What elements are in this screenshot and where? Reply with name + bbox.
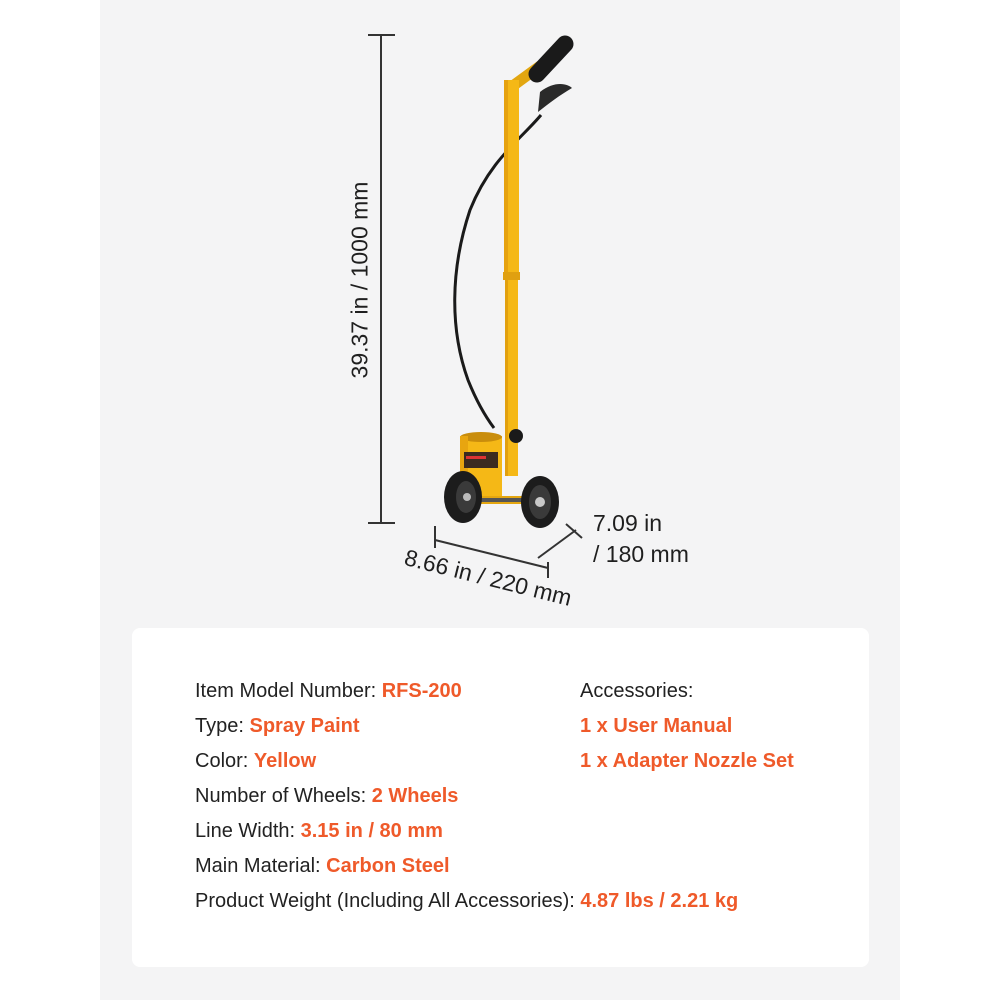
spec-value: Spray Paint	[249, 715, 360, 737]
depth-dimension-line	[538, 524, 582, 558]
spec-label: Line Width:	[195, 820, 296, 842]
left-wheel	[444, 471, 482, 523]
handle-grip-icon	[537, 44, 565, 74]
spec-value: 2 Wheels	[371, 785, 459, 807]
accessory-item: 1 x Adapter Nozzle Set	[580, 750, 794, 772]
spec-value: Yellow	[253, 750, 317, 772]
spec-value: 4.87 lbs / 2.21 kg	[580, 890, 739, 912]
trigger-lever	[538, 84, 572, 112]
hose	[455, 115, 541, 428]
spec-label: Item Model Number:	[195, 680, 377, 702]
spec-row-type	[195, 709, 360, 743]
clamp-knob	[509, 429, 523, 443]
height-dimension-label: 39.37 in / 1000 mm	[346, 181, 373, 379]
spec-value: Carbon Steel	[326, 855, 450, 877]
spec-row-weight	[195, 884, 738, 918]
width-dimension-label: 8.66 in / 220 mm	[401, 544, 575, 611]
right-wheel	[521, 476, 559, 528]
spec-value: 3.15 in / 80 mm	[300, 820, 443, 842]
spec-label: Number of Wheels:	[195, 785, 367, 807]
depth-dimension-line1: 7.09 in	[593, 510, 663, 536]
spec-value: RFS-200	[381, 680, 462, 702]
spec-row-wheels	[195, 779, 458, 813]
spec-row-line-width	[195, 814, 443, 848]
spec-label: Main Material:	[195, 855, 321, 877]
spec-label: Product Weight (Including All Accessories):	[195, 890, 575, 912]
accessories-title: Accessories:	[580, 680, 694, 702]
accessory-item: 1 x User Manual	[580, 715, 733, 737]
spec-label: Color:	[195, 750, 249, 772]
spec-row-material	[195, 849, 450, 883]
warning-label	[464, 452, 498, 468]
depth-dimension-label	[593, 508, 689, 570]
spec-row-color	[195, 744, 316, 778]
spec-label: Type:	[195, 715, 244, 737]
spec-row-model	[195, 674, 462, 708]
depth-dimension-line2: / 180 mm	[593, 541, 689, 567]
paint-striper-illustration	[444, 44, 572, 528]
